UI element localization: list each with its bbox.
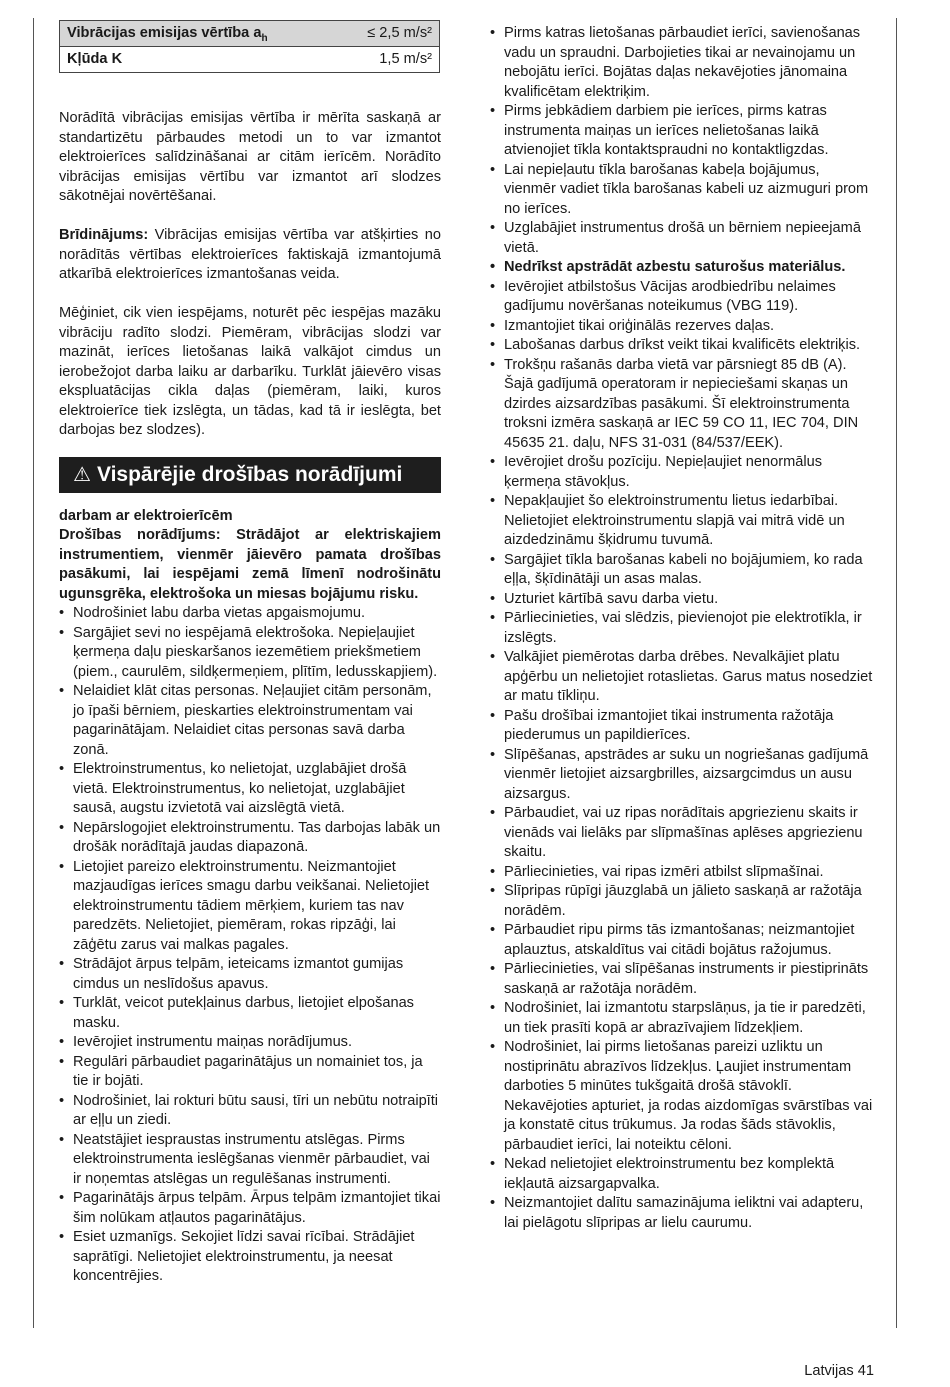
list-item: • Sargājiet tīkla barošanas kabeli no bojājumiem, ko rada eļļa, šķīdinātāji un asas malas.: [490, 551, 875, 590]
list-item: • Neizmantojiet dalītu samazinājuma ieliktni vai adapteru, lai pielāgotu slīpripas ar lielu caurumu.: [490, 1194, 875, 1233]
list-item: • Valkājiet piemērotas darba drēbes. Nevalkājiet platu apģērbu un nelietojiet rotaslietas. Garus matus nosedziet ar matu tīkliņu.: [490, 648, 875, 707]
list-item: • Nepārslogojiet elektroinstrumentu. Tas darbojas labāk un drošāk norādītajā jaudas diapazonā.: [59, 819, 441, 858]
list-item: • Slīpēšanas, apstrādes ar suku un nogriešanas gadījumā vienmēr lietojiet aizsargbrilles, aizsargcimdus un ausu aizsargus.: [490, 746, 875, 805]
list-item: • Nodrošiniet, lai izmantotu starpslāņus, ja tie ir paredzēti, un tiek prasīti kopā ar abrazīvajiem līdzekļiem.: [490, 999, 875, 1038]
list-item: • Nodrošiniet, lai pirms lietošanas pareizi uzliktu un nostiprinātu abrazīvos līdzekļus. Ļaujiet instrumentam darboties 5 minūtes tukšgaitā drošā stāvoklī. Nekavējoties apturiet, ja rodas aizdomīgas svārstības vai ja konstatē citus trūkumus. Ja rodas šāds stāvoklis, pārbaudiet ierīci, lai noteiktu cēloni.: [490, 1038, 875, 1155]
right-column: [490, 24, 875, 1233]
left-column: [59, 20, 441, 1287]
list-item: • Labošanas darbus drīkst veikt tikai kvalificēts elektriķis.: [490, 336, 875, 356]
list-item: • Izmantojiet tikai oriģinālās rezerves daļas.: [490, 317, 875, 337]
list-item: • Turklāt, veicot putekļainus darbus, lietojiet elpošanas masku.: [59, 994, 441, 1033]
safety-section-banner: [59, 457, 441, 493]
list-item: • Nekad nelietojiet elektroinstrumentu bez komplektā iekļautā aizsargapvalka.: [490, 1155, 875, 1194]
list-item: • Pirms jebkādiem darbiem pie ierīces, pirms katras instrumenta maiņas un ierīces nelietošanas laikā atvienojiet tīkla kontaktspraudni no kontaktligzdas.: [490, 102, 875, 161]
vibration-paragraph: Norādītā vibrācijas emisijas vērtība ir mērīta saskaņā ar standartizētu pārbaudes metodi un to var izmantot elektroierīces salīdzināšanai ar citām ierīcēm. Norādīto vibrācijas emisijas vērtību var izmantot arī slodzes sākotnējai novērtēšanai.: [59, 110, 441, 204]
vibration-spec-table: [59, 20, 440, 73]
safety-intro: Drošības norādījums: Strādājot ar elektriskajiem instrumentiem, vienmēr jāievēro pamata drošības pasākumi, lai iespējami zemā līmenī nodrošinātu ugunsgrēka, elektrošoka un miesas bojājumu risku.: [59, 527, 441, 602]
list-item: • Slīpripas rūpīgi jāuzglabā un jālieto saskaņā ar ražotāja norādēm.: [490, 882, 875, 921]
list-item: • Strādājot ārpus telpām, ieteicams izmantot gumijas cimdus un neslīdošus apavus.: [59, 955, 441, 994]
warning-paragraph: [59, 226, 441, 285]
left-margin-rule: [33, 18, 34, 1328]
spec-row-error: [60, 47, 440, 73]
list-item: • Ievērojiet drošu pozīciju. Nepieļaujiet nenormālus ķermeņa stāvokļus.: [490, 453, 875, 492]
warning-text: Vibrācijas emisijas vērtība var atšķirties no norādītās vērtības elektroierīces faktiskajā izmantojumā atkarībā elektroierīces izmantošanas veida.: [59, 227, 441, 282]
list-item: • Pārliecinieties, vai slēdzis, pievienojot pie elektrotīkla, ir izslēgts.: [490, 609, 875, 648]
list-item: • Ievērojiet instrumentu maiņas norādījumus.: [59, 1033, 441, 1053]
list-item: • Ievērojiet atbilstošus Vācijas arodbiedrību nelaimes gadījumu novēršanas noteikumus (VBG 119).: [490, 278, 875, 317]
list-item: • Regulāri pārbaudiet pagarinātājus un nomainiet tos, ja tie ir bojāti.: [59, 1053, 441, 1092]
list-item: • Pārbaudiet ripu pirms tās izmantošanas; neizmantojiet aplauztus, atskaldītus vai citādi bojātus ražojumus.: [490, 921, 875, 960]
list-item: • Lai nepieļautu tīkla barošanas kabeļa bojājumus, vienmēr vadiet tīkla barošanas kabeli uz aizmuguri prom no ierīces.: [490, 161, 875, 220]
list-item: • Uzturiet kārtībā savu darba vietu.: [490, 590, 875, 610]
list-item: • Nodrošiniet labu darba vietas apgaismojumu.: [59, 604, 441, 624]
spec-value-error: 1,5 m/s²: [337, 47, 439, 73]
warning-label: Brīdinājums:: [59, 227, 149, 243]
right-safety-list: [490, 24, 875, 1233]
list-item: • Pašu drošībai izmantojiet tikai instrumenta ražotāja piederumus un papildierīces.: [490, 707, 875, 746]
list-item: • Trokšņu rašanās darba vietā var pārsniegt 85 dB (A). Šajā gadījumā operatoram ir nepieciešami skaņas un dzirdes aizsardzības pasākumi. Šī elektroinstrumenta troksni izmēra saskaņā ar IEC 59 CO 11, IEC 704, DIN 45635 21. daļu, NFS 31-031 (84/537/EEK).: [490, 356, 875, 454]
list-item: • Uzglabājiet instrumentus drošā un bērniem nepieejamā vietā.: [490, 219, 875, 258]
list-item: • Pārliecinieties, vai slīpēšanas instruments ir piestiprināts saskaņā ar ražotāja norādēm.: [490, 960, 875, 999]
banner-title: Vispārējie drošības norādījumi: [96, 462, 403, 486]
spec-label-vibration: Vibrācijas emisijas vērtība $a_h$: [60, 21, 338, 47]
safety-subheading: darbam ar elektroierīcēm: [59, 507, 233, 524]
spec-row-vibration: [60, 21, 440, 47]
list-item: • Pagarinātājs ārpus telpām. Ārpus telpām izmantojiet tikai šim nolūkam atļautos pagarinātājus.: [59, 1189, 441, 1228]
list-item: • Nelaidiet klāt citas personas. Neļaujiet citām personām, jo īpaši bērniem, pieskarties elektroinstrumentam vai pagarinātājam. Nelaidiet citas personas savā darba zonā.: [59, 682, 441, 760]
list-item: • Pārbaudiet, vai uz ripas norādītais apgriezienu skaits ir vienāds vai lielāks par slīpmašīnas aplēses apgriezienu skaitu.: [490, 804, 875, 863]
list-item: • Esiet uzmanīgs. Sekojiet līdzi savai rīcībai. Strādājiet saprātīgi. Nelietojiet elektroinstrumentu, ja neesat koncentrējies.: [59, 1228, 441, 1287]
list-item: • Sargājiet sevi no iespējamā elektrošoka. Nepieļaujiet ķermeņa daļu pieskaršanos iezemētiem priekšmetiem (piem., caurulēm, sildķermeņiem, plītīm, ledusskapjiem).: [59, 624, 441, 683]
list-item: • Pārliecinieties, vai ripas izmēri atbilst slīpmašīnai.: [490, 863, 875, 883]
load-reduction-paragraph: Mēģiniet, cik vien iespējams, noturēt pēc iespējas mazāku vibrāciju radīto slodzi. Piemēram, vibrācijas slodzi var mazināt, ierīces lietošanas laikā valkājot cimdus un ierobežojot darba laiku ar darbarīku. Turklāt jāievēro visas ekspluatācijas cikla daļas (piemēram, laiki, kuros elektroierīce tiek izslēgta, un tādas, kad tā ir ieslēgta, bet darbojas bez slodzes).: [59, 305, 441, 438]
page-footer: Latvijas 41: [804, 1363, 874, 1379]
list-item: • Lietojiet pareizo elektroinstrumentu. Neizmantojiet mazjaudīgas ierīces smagu darbu veikšanai. Nelietojiet elektroinstrumentu tādiem mērķiem, kuriem tas nav paredzēts. Nelietojiet, piemēram, rokas ripzāģi, lai zāģētu zarus vai malkas pagales.: [59, 858, 441, 956]
spec-label-error: Kļūda K: [60, 47, 338, 73]
right-margin-rule: [896, 18, 897, 1328]
list-item: • Neatstājiet iespraustas instrumentu atslēgas. Pirms elektroinstrumenta ieslēgšanas vienmēr pārbaudiet, vai ir noņemtas atslēgas un regulēšanas instrumenti.: [59, 1131, 441, 1190]
list-item: • Elektroinstrumentus, ko nelietojat, uzglabājiet drošā vietā. Elektroinstrumentus, ko nelietojat, uzglabājiet sausā, augstu izvietotā vai aizslēgtā vietā.: [59, 760, 441, 819]
spec-value-vibration: ≤ 2,5 m/s²: [337, 21, 439, 47]
list-item: • Pirms katras lietošanas pārbaudiet ierīci, savienošanas vadu un spraudni. Darbojieties tikai ar nevainojamu un nebojātu ierīci. Bojātas daļas nekavējoties jānomaina kvalificētam elektriķim.: [490, 24, 875, 102]
list-item: • Nedrīkst apstrādāt azbestu saturošus materiālus.: [490, 258, 875, 278]
warning-triangle-icon: ⚠: [73, 463, 91, 486]
list-item: • Nodrošiniet, lai rokturi būtu sausi, tīri un nebūtu notraipīti ar eļļu un ziedi.: [59, 1092, 441, 1131]
spec-label-subscript: h: [261, 32, 268, 44]
left-safety-list: [59, 604, 441, 1287]
list-item: • Nepakļaujiet šo elektroinstrumentu lietus iedarbībai. Nelietojiet elektroinstrumentu slapjā vai mitrā vidē un aizdedzināmu šķidrumu tuvumā.: [490, 492, 875, 551]
